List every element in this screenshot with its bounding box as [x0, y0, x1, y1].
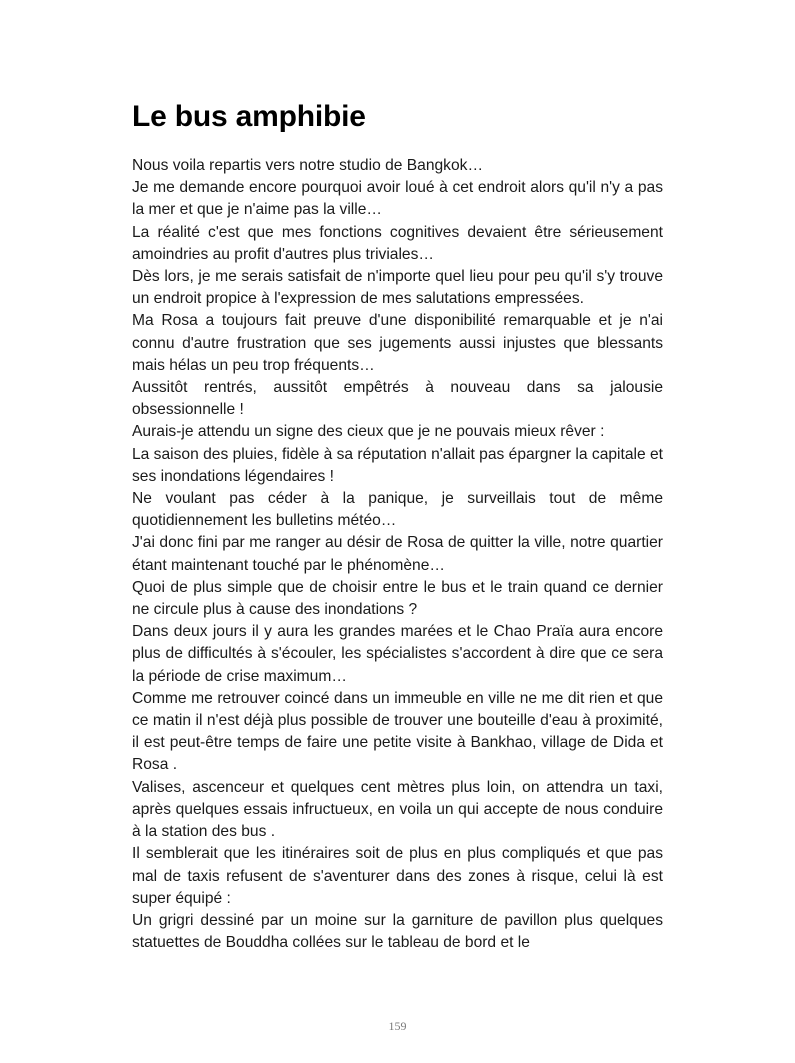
paragraph: Nous voila repartis vers notre studio de Bangkok…	[132, 157, 484, 174]
paragraph: Je me demande encore pourquoi avoir loué à cet endroit alors qu'il n'y a pas la mer et que je n'aime pas la ville…	[132, 179, 663, 219]
chapter-title: Le bus amphibie	[132, 100, 366, 133]
paragraph: Un grigri dessiné par un moine sur la garniture de pavillon plus quelques statuettes de Bouddha collées sur le tableau de bord et le	[132, 911, 663, 952]
paragraph: Dans deux jours il y aura les grandes marées et le Chao Praïa aura encore plus de difficultés à s'écouler, les spécialistes s'accordent à dire que ce sera la période de crise maximum…	[132, 623, 663, 685]
paragraph: Ne voulant pas céder à la panique, je surveillais tout de même quotidiennement les bulletins météo…	[132, 490, 663, 530]
paragraph: Valises, ascenceur et quelques cent mètres plus loin, on attendra un taxi, après quelques essais infructueux, en voila un qui accepte de nous conduire à la station des bus .	[132, 778, 663, 841]
paragraph: Aussitôt rentrés, aussitôt empêtrés à nouveau dans sa jalousie obsessionnelle !	[132, 379, 663, 419]
paragraph: La réalité c'est que mes fonctions cognitives devaient être sérieusement amoindries au profit d'autres plus triviales…	[132, 223, 663, 263]
paragraph: J'ai donc fini par me ranger au désir de Rosa de quitter la ville, notre quartier étant maintenant touché par le phénomène…	[132, 534, 663, 574]
paragraph: Quoi de plus simple que de choisir entre le bus et le train quand ce dernier ne circule plus à cause des inondations ?	[132, 578, 663, 619]
paragraph: Aurais-je attendu un signe des cieux que je ne pouvais mieux rêver :	[132, 423, 605, 441]
paragraph: Comme me retrouver coincé dans un immeuble en ville ne me dit rien et que ce matin il n'est déjà plus possible de trouver une bouteille d'eau à proximité, il est peut-être temps de faire une petite visite à Bankhao, village de Dida et Rosa .	[132, 689, 663, 774]
page-number: 159	[388, 1019, 407, 1033]
paragraph: Il semblerait que les itinéraires soit de plus en plus compliqués et que pas mal de taxis refusent de s'aventurer dans des zones à risque, celui là est super équipé :	[132, 845, 663, 907]
paragraph: Ma Rosa a toujours fait preuve d'une disponibilité remarquable et je n'ai connu d'autre frustration que ses jugements aussi injustes que blessants mais hélas un peu trop fréquents…	[132, 312, 663, 374]
paragraph: Dès lors, je me serais satisfait de n'importe quel lieu pour peu qu'il s'y trouve un endroit propice à l'expression de mes salutations empressées.	[132, 268, 663, 308]
chapter-body	[132, 155, 663, 954]
paragraph: La saison des pluies, fidèle à sa réputation n'allait pas épargner la capitale et ses inondations légendaires !	[132, 445, 663, 485]
